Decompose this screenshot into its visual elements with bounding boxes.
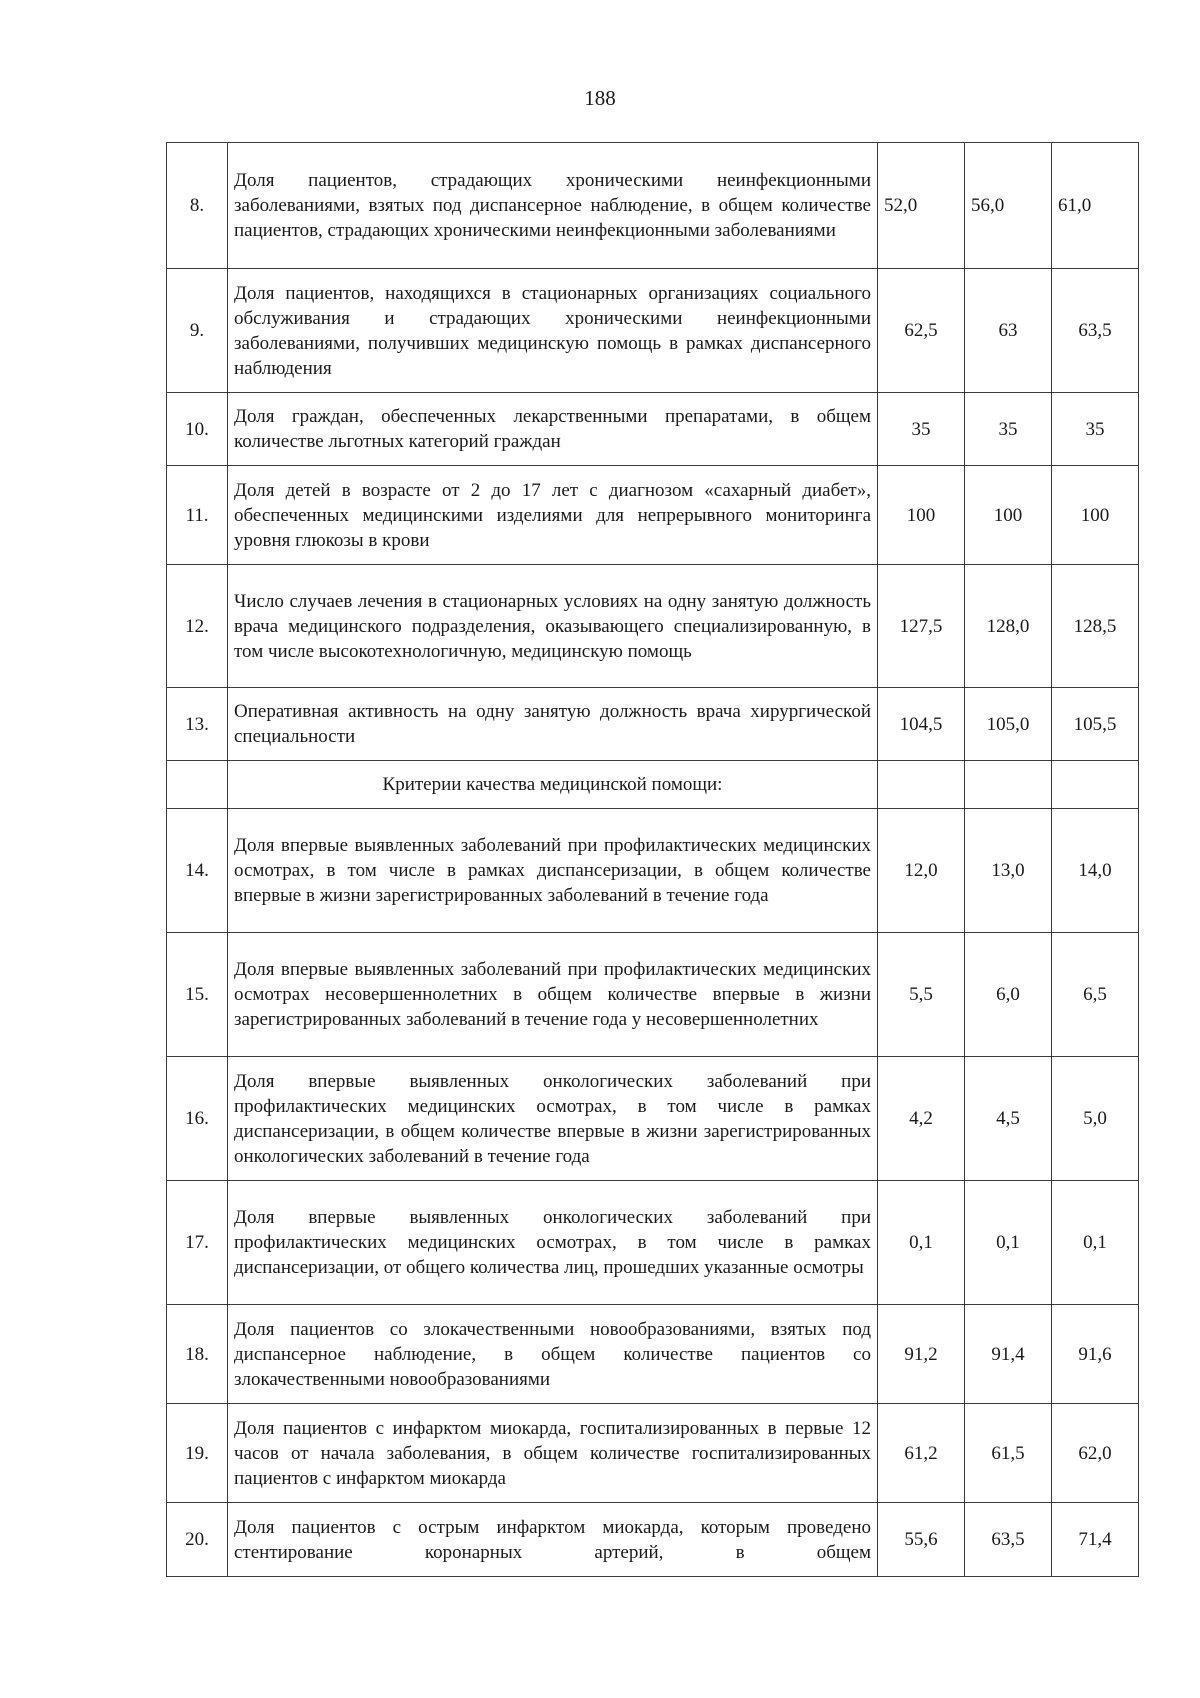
row-value-3: 128,5 <box>1052 565 1139 688</box>
row-description: Доля пациентов со злокачественными новообразованиями, взятых под диспансерное наблюдение, в общем количестве пациентов со злокачественными новообразованиями <box>228 1305 878 1404</box>
table-row <box>167 1503 1139 1577</box>
row-value-3: 91,6 <box>1052 1305 1139 1404</box>
row-description: Доля пациентов, страдающих хроническими неинфекционными заболеваниями, взятых под диспансерное наблюдение, в общем количестве пациентов, страдающих хроническими неинфекционными заболеваниями <box>228 143 878 269</box>
row-value-1: 61,2 <box>878 1404 965 1503</box>
row-value-2: 105,0 <box>965 688 1052 761</box>
row-value-3: 5,0 <box>1052 1057 1139 1181</box>
table-row <box>167 809 1139 933</box>
row-value-1: 100 <box>878 466 965 565</box>
row-value-3: 35 <box>1052 393 1139 466</box>
row-description: Доля впервые выявленных онкологических заболеваний при профилактических медицинских осмотрах, в том числе в рамках диспансеризации, от общего количества лиц, прошедших указанные осмотры <box>228 1181 878 1305</box>
row-description: Доля впервые выявленных заболеваний при профилактических медицинских осмотрах несовершеннолетних в общем количестве впервые в жизни зарегистрированных заболеваний в течение года у несовершеннолетних <box>228 933 878 1057</box>
row-description: Число случаев лечения в стационарных условиях на одну занятую должность врача медицинского подразделения, оказывающего специализированную, в том числе высокотехнологичную, медицинскую помощь <box>228 565 878 688</box>
table-row <box>167 688 1139 761</box>
table-row <box>167 1181 1139 1305</box>
row-value-1: 91,2 <box>878 1305 965 1404</box>
row-description: Доля детей в возрасте от 2 до 17 лет с диагнозом «сахарный диабет», обеспеченных медицинскими изделиями для непрерывного мониторинга уровня глюкозы в крови <box>228 466 878 565</box>
row-description: Доля впервые выявленных заболеваний при профилактических медицинских осмотрах, в том числе в рамках диспансеризации, в общем количестве впервые в жизни зарегистрированных заболеваний в течение года <box>228 809 878 933</box>
table-row <box>167 143 1139 269</box>
row-value-2: 128,0 <box>965 565 1052 688</box>
row-value-1: 4,2 <box>878 1057 965 1181</box>
row-value-1: 5,5 <box>878 933 965 1057</box>
row-value-3: 62,0 <box>1052 1404 1139 1503</box>
row-value-2: 61,5 <box>965 1404 1052 1503</box>
row-value-2: 4,5 <box>965 1057 1052 1181</box>
row-description: Оперативная активность на одну занятую должность врача хирургической специальности <box>228 688 878 761</box>
section-empty-cell <box>167 761 228 809</box>
row-value-3: 0,1 <box>1052 1181 1139 1305</box>
row-value-1: 127,5 <box>878 565 965 688</box>
section-empty-cell <box>878 761 965 809</box>
table-row <box>167 269 1139 393</box>
row-number: 10. <box>167 393 228 466</box>
row-description: Доля впервые выявленных онкологических заболеваний при профилактических медицинских осмотрах, в том числе в рамках диспансеризации, в общем количестве впервые в жизни зарегистрированных онкологических заболеваний в течение года <box>228 1057 878 1181</box>
row-value-2: 63 <box>965 269 1052 393</box>
criteria-table <box>166 142 1139 1577</box>
row-value-3: 14,0 <box>1052 809 1139 933</box>
row-value-1: 35 <box>878 393 965 466</box>
row-number: 17. <box>167 1181 228 1305</box>
row-number: 13. <box>167 688 228 761</box>
row-value-1: 0,1 <box>878 1181 965 1305</box>
row-value-3: 6,5 <box>1052 933 1139 1057</box>
row-value-3: 100 <box>1052 466 1139 565</box>
table-row <box>167 565 1139 688</box>
row-value-1: 62,5 <box>878 269 965 393</box>
table-row <box>167 466 1139 565</box>
row-value-3: 71,4 <box>1052 1503 1139 1577</box>
row-number: 8. <box>167 143 228 269</box>
row-number: 11. <box>167 466 228 565</box>
row-number: 15. <box>167 933 228 1057</box>
row-number: 18. <box>167 1305 228 1404</box>
row-value-2: 6,0 <box>965 933 1052 1057</box>
section-row <box>167 761 1139 809</box>
section-empty-cell <box>1052 761 1139 809</box>
row-value-2: 35 <box>965 393 1052 466</box>
row-value-2: 63,5 <box>965 1503 1052 1577</box>
row-value-1: 52,0 <box>878 143 965 269</box>
section-title: Критерии качества медицинской помощи: <box>228 761 878 809</box>
row-value-2: 91,4 <box>965 1305 1052 1404</box>
row-number: 19. <box>167 1404 228 1503</box>
row-value-2: 100 <box>965 466 1052 565</box>
row-value-2: 13,0 <box>965 809 1052 933</box>
row-value-3: 105,5 <box>1052 688 1139 761</box>
row-value-1: 12,0 <box>878 809 965 933</box>
row-number: 16. <box>167 1057 228 1181</box>
row-value-2: 56,0 <box>965 143 1052 269</box>
row-value-1: 55,6 <box>878 1503 965 1577</box>
page-number: 188 <box>584 86 616 110</box>
row-value-1: 104,5 <box>878 688 965 761</box>
table-row <box>167 933 1139 1057</box>
row-value-2: 0,1 <box>965 1181 1052 1305</box>
row-number: 9. <box>167 269 228 393</box>
row-number: 20. <box>167 1503 228 1577</box>
row-description: Доля пациентов, находящихся в стационарных организациях социального обслуживания и страдающих хроническими неинфекционными заболеваниями, получивших медицинскую помощь в рамках диспансерного наблюдения <box>228 269 878 393</box>
table-row <box>167 1404 1139 1503</box>
table-row <box>167 1305 1139 1404</box>
table-row <box>167 393 1139 466</box>
row-description: Доля пациентов с инфарктом миокарда, госпитализированных в первые 12 часов от начала заболевания, в общем количестве госпитализированных пациентов с инфарктом миокарда <box>228 1404 878 1503</box>
row-value-3: 61,0 <box>1052 143 1139 269</box>
section-empty-cell <box>965 761 1052 809</box>
row-number: 14. <box>167 809 228 933</box>
row-description: Доля граждан, обеспеченных лекарственными препаратами, в общем количестве льготных категорий граждан <box>228 393 878 466</box>
row-number: 12. <box>167 565 228 688</box>
row-value-3: 63,5 <box>1052 269 1139 393</box>
row-description: Доля пациентов с острым инфарктом миокарда, которым проведено стентирование коронарных артерий, в общем <box>228 1503 878 1577</box>
table-row <box>167 1057 1139 1181</box>
